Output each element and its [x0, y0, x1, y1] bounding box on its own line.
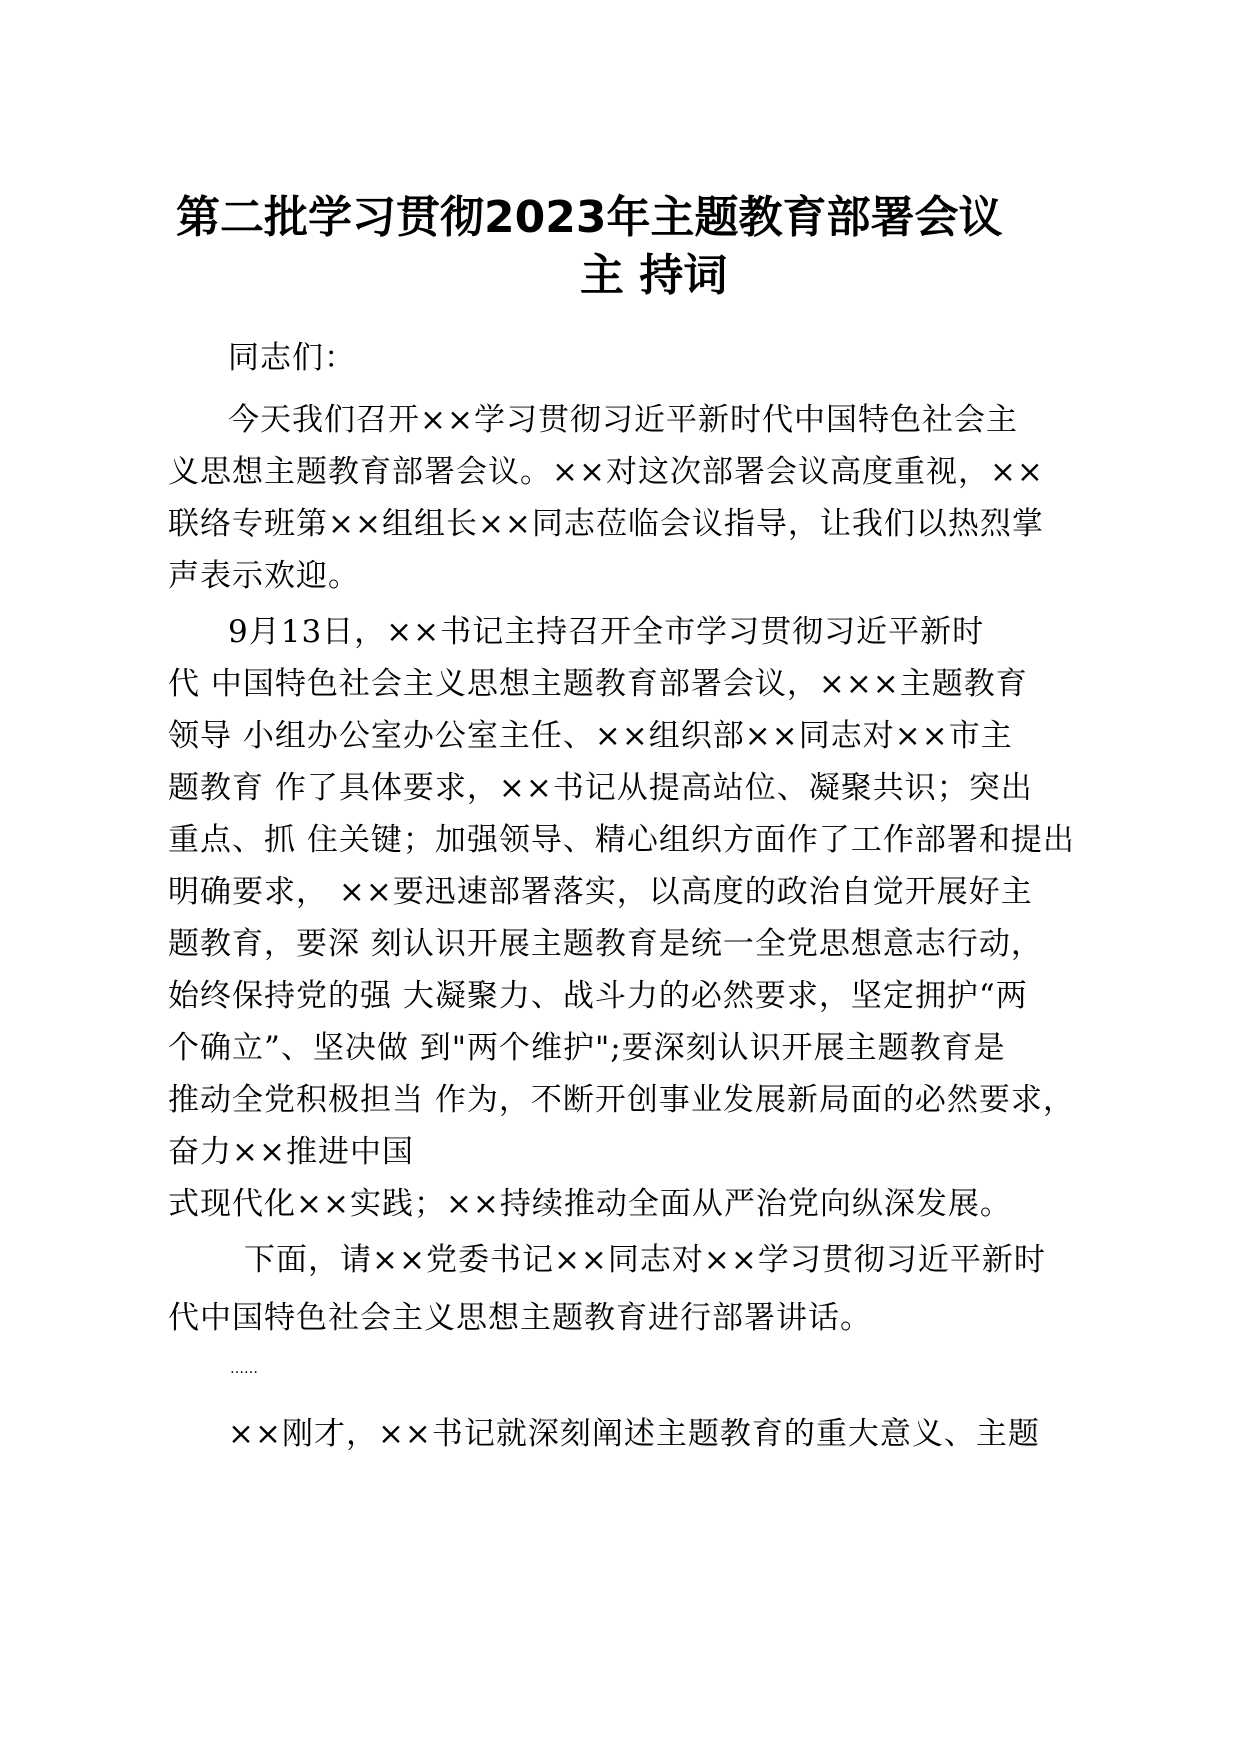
paragraph-2-line-4: 题教育 作了具体要求，××书记从提高站位、凝聚共识；突出 — [168, 770, 1033, 806]
paragraph-4-line-1: ××刚才，××书记就深刻阐述主题教育的重大意义、主题 — [228, 1416, 1040, 1452]
paragraph-2-line-6: 明确要求， ××要迅速部署落实，以高度的政治自觉开展好主 — [168, 874, 1033, 910]
paragraph-2-line-1: 9月13日，××书记主持召开全市学习贯彻习近平新时 — [228, 614, 985, 650]
paragraph-2-line-11: 奋力××推进中国 — [168, 1134, 414, 1170]
paragraph-2-line-2: 代 中国特色社会主义思想主题教育部署会议，×××主题教育 — [168, 666, 1028, 702]
paragraph-1-line-1: 今天我们召开××学习贯彻习近平新时代中国特色社会主 — [228, 402, 1018, 438]
paragraph-3-line-2: 代中国特色社会主义思想主题教育进行部署讲话。 — [168, 1300, 872, 1336]
paragraph-2-line-7: 题教育，要深 刻认识开展主题教育是统一全党思想意志行动， — [168, 926, 1043, 962]
document-title-line-2: 主 持词 — [580, 250, 728, 301]
document-title-line-1: 第二批学习贯彻2023年主题教育部署会议 — [176, 192, 1003, 243]
salutation: 同志们： — [228, 340, 356, 376]
paragraph-1-line-3: 联络专班第××组组长××同志莅临会议指导，让我们以热烈掌 — [168, 506, 1044, 542]
paragraph-3-line-1: 下面，请××党委书记××同志对××学习贯彻习近平新时 — [244, 1242, 1046, 1278]
paragraph-2-line-9: 个确立”、坚决做 到"两个维护";要深刻认识开展主题教育是 — [168, 1030, 1006, 1066]
paragraph-2-line-8: 始终保持党的强 大凝聚力、战斗力的必然要求，坚定拥护“两 — [168, 978, 1028, 1014]
paragraph-2-line-10: 推动全党积极担当 作为，不断开创事业发展新局面的必然要求， — [168, 1082, 1075, 1118]
paragraph-1-line-2: 义思想主题教育部署会议。××对这次部署会议高度重视，×× — [168, 454, 1044, 490]
paragraph-1-line-4: 声表示欢迎。 — [168, 558, 360, 594]
paragraph-2-line-5: 重点、抓 住关键；加强领导、精心组织方面作了工作部署和提出 — [168, 822, 1075, 858]
paragraph-2-line-12: 式现代化××实践；××持续推动全面从严治党向纵深发展。 — [168, 1186, 1012, 1222]
ellipsis-marker: …… — [230, 1361, 258, 1377]
paragraph-2-line-3: 领导 小组办公室办公室主任、××组织部××同志对××市主 — [168, 718, 1013, 754]
